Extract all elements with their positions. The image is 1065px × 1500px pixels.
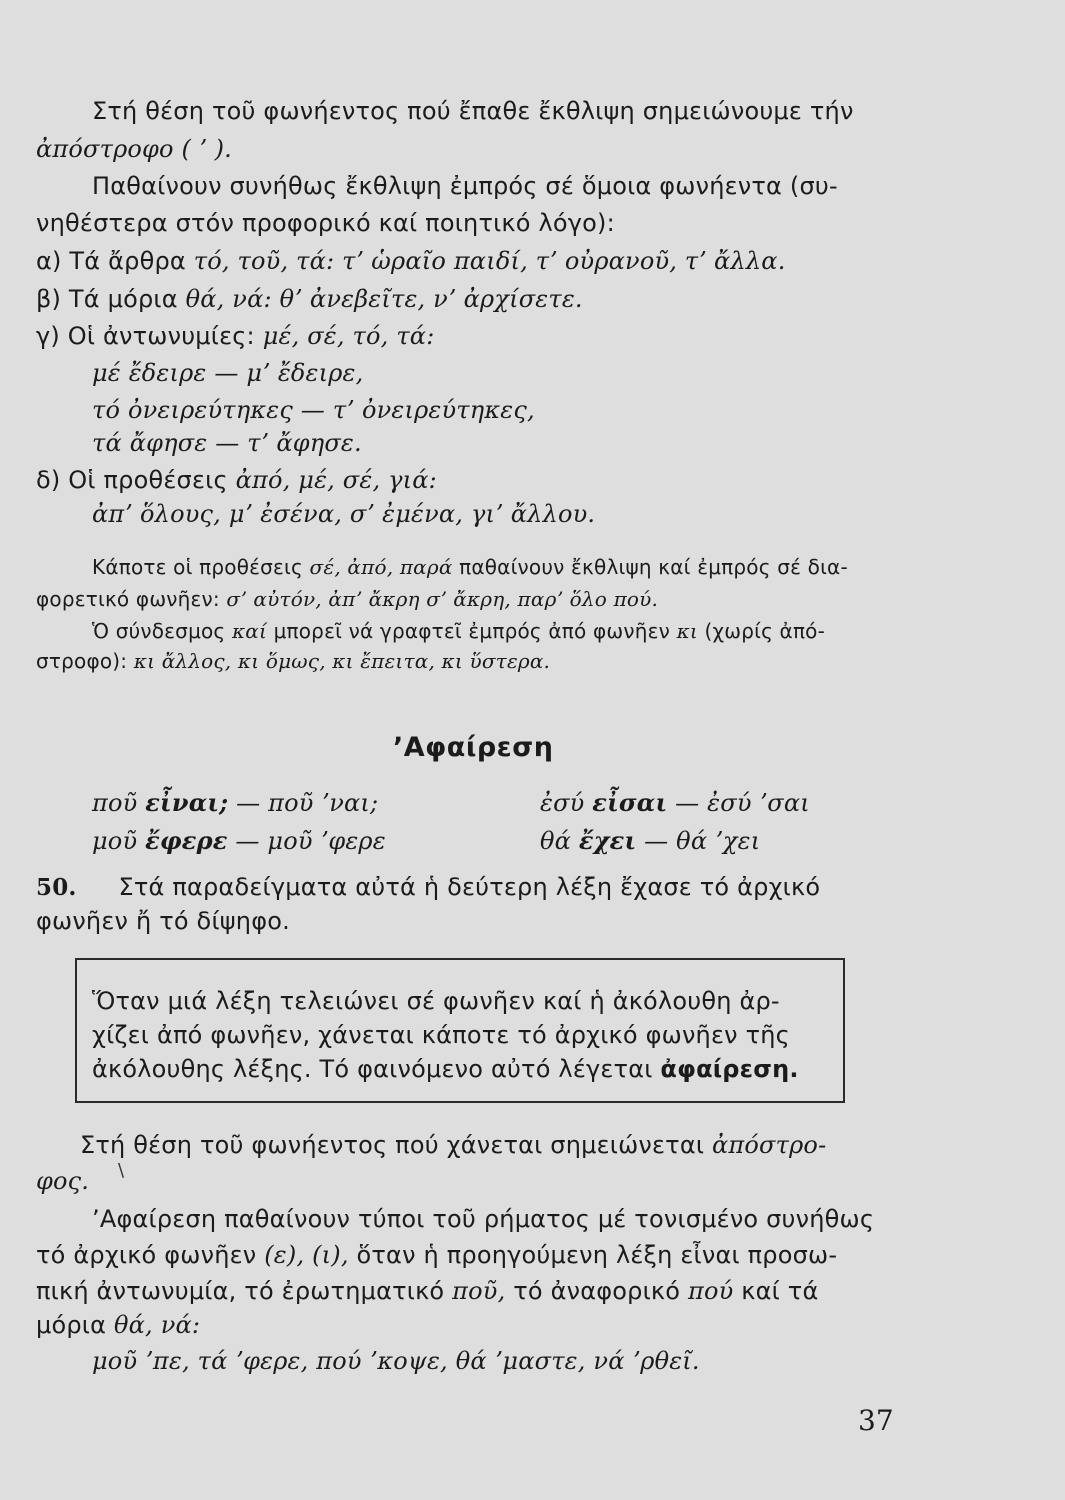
text-line: φωνῆεν ἤ τό δίψηφο. (36, 907, 290, 935)
note-text: Ὁ σύνδεσμος (92, 619, 226, 643)
note-text: φορετικό φωνῆεν: (36, 587, 220, 611)
note-text: παθαίνουν ἔκθλιψη καί ἐμπρός σέ δια- (459, 555, 848, 579)
text-line: Στή θέση τοῦ φωνήεντος πού ἔπαθε ἔκθλιψη σημειώνουμε τήν (92, 97, 854, 125)
paragraph-text: τό ἀρχικό φωνῆεν (36, 1241, 257, 1269)
rule-term: ἀφαίρεση. (660, 1055, 799, 1083)
item-example: θά, νά: θʼ ἀνεβεῖτε, νʼ ἀρχίσετε. (185, 285, 583, 313)
example-bold-word: εἶσαι (592, 788, 668, 817)
list-item-b (36, 284, 583, 314)
example-line: τά ἄφησε — τʼ ἄφησε. (92, 429, 362, 457)
note-line (36, 586, 658, 612)
note-italic: κι ἄλλος, κι ὅμως, κι ἔπειτα, κι ὕστερα. (133, 649, 551, 673)
paragraph-italic: (ε), (ι), (264, 1241, 349, 1269)
example-line: ἀπʼ ὅλους, μʼ ἐσένα, σʼ ἐμένα, γιʼ ἄλλου. (92, 500, 596, 528)
example-line: μέ ἔδειρε — μʼ ἔδειρε, (92, 359, 364, 387)
paragraph-text: Στά παραδείγματα αὐτά ἡ δεύτερη λέξη ἔχασε τό ἀρχικό (118, 873, 821, 901)
text-line: ʼΑφαίρεση παθαίνουν τύποι τοῦ ρήματος μέ τονισμένο συνήθως (92, 1205, 875, 1233)
item-label: γ) Οἱ ἀντωνυμίες: (36, 322, 255, 350)
paragraph-italic: ποῦ, (452, 1277, 506, 1305)
item-label: β) Τά μόρια (36, 285, 178, 313)
example-word: ἐσύ (540, 789, 585, 817)
section-paragraph (36, 872, 820, 903)
paragraph-text: ὅταν ἡ προηγούμενη λέξη εἶναι προσω- (356, 1241, 838, 1269)
rule-line (92, 1054, 799, 1084)
paragraph-text: τό ἀναφορικό (513, 1277, 681, 1305)
note-italic: κι (676, 619, 698, 643)
text-line: φος. (36, 1167, 90, 1195)
example-bold-word: ἔφερε (145, 826, 228, 855)
text-line: ἀπόστροφο ( ʼ ). (36, 135, 232, 163)
section-number: 50. (36, 874, 77, 901)
example-pair (540, 826, 760, 856)
example-word: — μοῦ ʼφερε (235, 827, 386, 855)
example-bold-word: ἔχει (578, 826, 637, 855)
item-label: δ) Οἱ προθέσεις (36, 466, 228, 494)
rule-line: χίζει ἀπό φωνῆεν, χάνεται κάποτε τό ἀρχικό φωνῆεν τῆς (92, 1021, 790, 1049)
text-line (80, 1130, 826, 1160)
text-line (36, 1240, 837, 1270)
paragraph-text: καί τά (741, 1277, 819, 1305)
example-pair (540, 788, 810, 818)
note-line (36, 648, 550, 674)
note-text: Κάποτε οἱ προθέσεις (92, 555, 303, 579)
item-example: ἀπό, μέ, σέ, γιά: (235, 466, 437, 494)
item-example: τό, τοῦ, τά: τʼ ὡραῖο παιδί, τʼ οὐρανοῦ, τʼ ἄλλα. (193, 247, 786, 275)
item-example: μέ, σέ, τό, τά: (262, 322, 435, 350)
stray-mark: \ (118, 1160, 125, 1181)
example-pair (92, 788, 378, 818)
text-line (36, 1276, 818, 1306)
example-line: τό ὀνειρεύτηκες — τʼ ὀνειρεύτηκες, (92, 396, 535, 424)
example-word: ποῦ (92, 789, 138, 817)
paragraph-text: Στή θέση τοῦ φωνήεντος πού χάνεται σημειώνεται (80, 1131, 705, 1159)
text-line: νηθέστερα στόν προφορικό καί ποιητικό λόγο): (36, 209, 615, 237)
paragraph-italic: ἀπόστρο- (712, 1131, 827, 1159)
paragraph-italic: θά, νά: (113, 1311, 201, 1339)
note-italic: σʼ αὐτόν, ἀπʼ ἄκρη σʼ ἄκρη, παρʼ ὅλο πού. (226, 587, 659, 611)
list-item-d (36, 465, 437, 495)
note-text: μπορεῖ νά γραφτεῖ ἐμπρός ἀπό φωνῆεν (273, 619, 671, 643)
text-line: Παθαίνουν συνήθως ἔκθλιψη ἐμπρός σέ ὅμοια φωνήεντα (συ- (92, 172, 838, 200)
example-line: μοῦ ʼπε, τά ʼφερε, πού ʼκοψε, θά ʼμαστε, νά ʼρθεῖ. (92, 1347, 700, 1375)
note-line (92, 554, 848, 580)
rule-line: Ὅταν μιά λέξη τελειώνει σέ φωνῆεν καί ἡ ἀκόλουθη ἀρ- (92, 987, 780, 1015)
paragraph-italic: πού (688, 1277, 734, 1305)
rule-text: ἀκόλουθης λέξης. Τό φαινόμενο αὐτό λέγεται (92, 1055, 653, 1083)
example-bold-word: εἶναι; (145, 788, 229, 817)
paragraph-text: πική ἀντωνυμία, τό ἐρωτηματικό (36, 1277, 445, 1305)
example-word: μοῦ (92, 827, 138, 855)
example-pair (92, 826, 386, 856)
list-item-a (36, 246, 786, 276)
example-word: — ἐσύ ʼσαι (675, 789, 810, 817)
note-text: (χωρίς ἀπό- (704, 619, 826, 643)
note-italic: καί (231, 619, 268, 643)
note-line (92, 618, 825, 644)
example-word: — ποῦ ʼναι; (236, 789, 379, 817)
page-number: 37 (858, 1404, 894, 1437)
note-text: στροφο): (36, 649, 128, 673)
list-item-c (36, 321, 435, 351)
text-line (36, 1310, 200, 1340)
item-label: α) Τά ἄρθρα (36, 247, 186, 275)
example-word: θά (540, 827, 572, 855)
paragraph-text: μόρια (36, 1311, 107, 1339)
section-heading: ʼΑφαίρεση (393, 732, 554, 763)
example-word: — θά ʼχει (644, 827, 761, 855)
note-italic: σέ, ἀπό, παρά (309, 555, 453, 579)
